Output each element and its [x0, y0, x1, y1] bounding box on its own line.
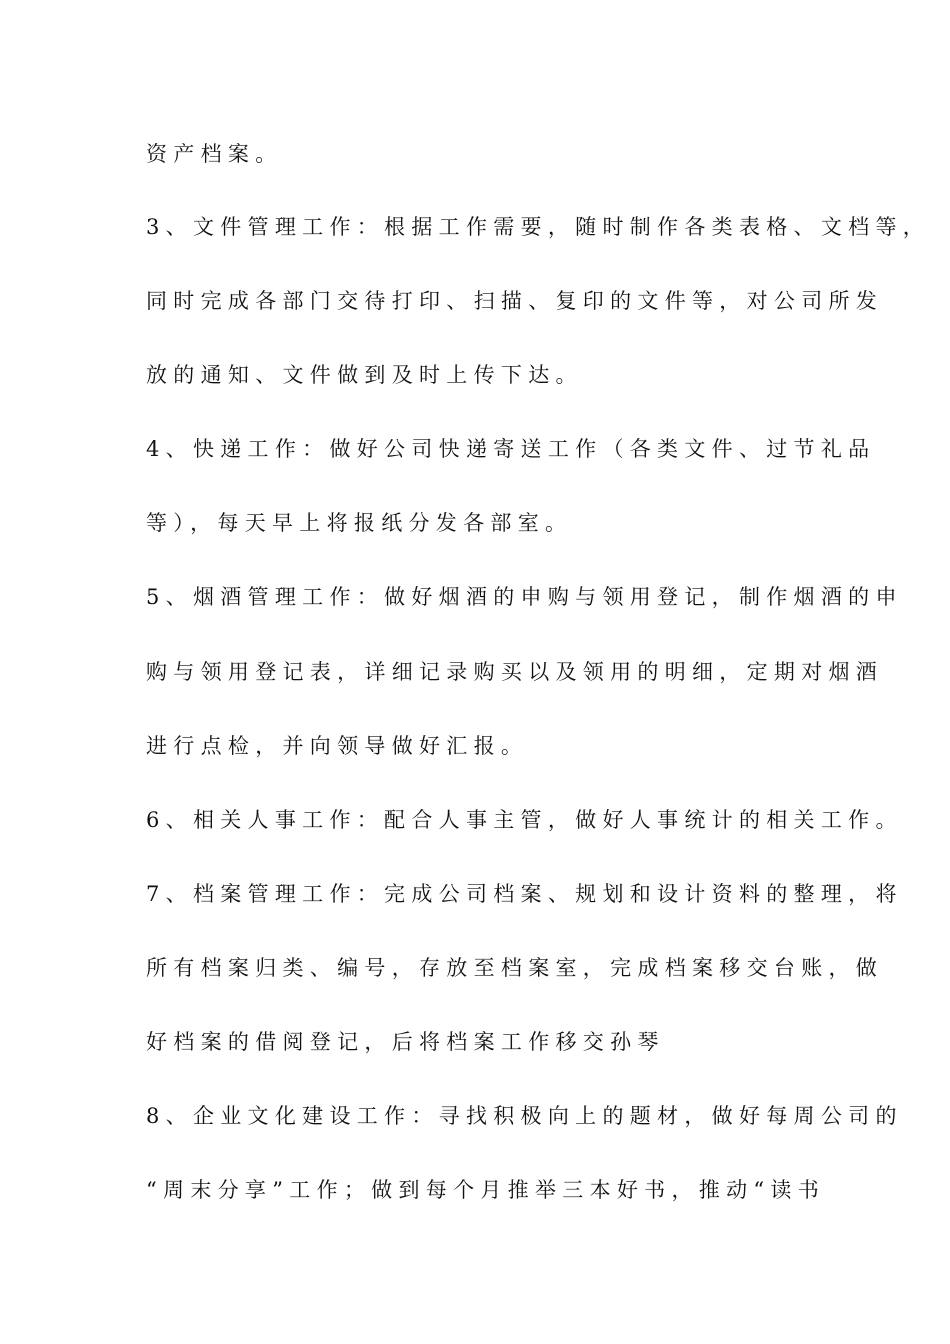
text-line: 3、文件管理工作：根据工作需要，随时制作各类表格、文档等，	[146, 215, 931, 239]
text-line: 等），每天早上将报纸分发各部室。	[146, 511, 573, 535]
text-line: 8、企业文化建设工作：寻找积极向上的题材，做好每周公司的	[146, 1104, 903, 1128]
text-line: 资产档案。	[146, 142, 283, 166]
text-line: 放的通知、文件做到及时上传下达。	[146, 363, 583, 387]
text-line: 4、快递工作：做好公司快递寄送工作（各类文件、过节礼品	[146, 437, 876, 461]
text-line: 同时完成各部门交待打印、扫描、复印的文件等，对公司所发	[146, 289, 884, 313]
text-line: 所有档案归类、编号，存放至档案室，完成档案移交台账，做	[146, 956, 884, 980]
text-line: 5、烟酒管理工作：做好烟酒的申购与领用登记，制作烟酒的申	[146, 585, 903, 609]
text-line: 购与领用登记表，详细记录购买以及领用的明细，定期对烟酒	[146, 660, 884, 684]
text-line: 好档案的借阅登记，后将档案工作移交孙琴	[146, 1030, 665, 1054]
text-line: 6、相关人事工作：配合人事主管，做好人事统计的相关工作。	[146, 808, 903, 832]
text-line: 7、档案管理工作：完成公司档案、规划和设计资料的整理，将	[146, 882, 903, 906]
text-line: “周末分享”工作；做到每个月推举三本好书，推动“读书	[146, 1178, 826, 1202]
text-line: 进行点检，并向领导做好汇报。	[146, 734, 529, 758]
